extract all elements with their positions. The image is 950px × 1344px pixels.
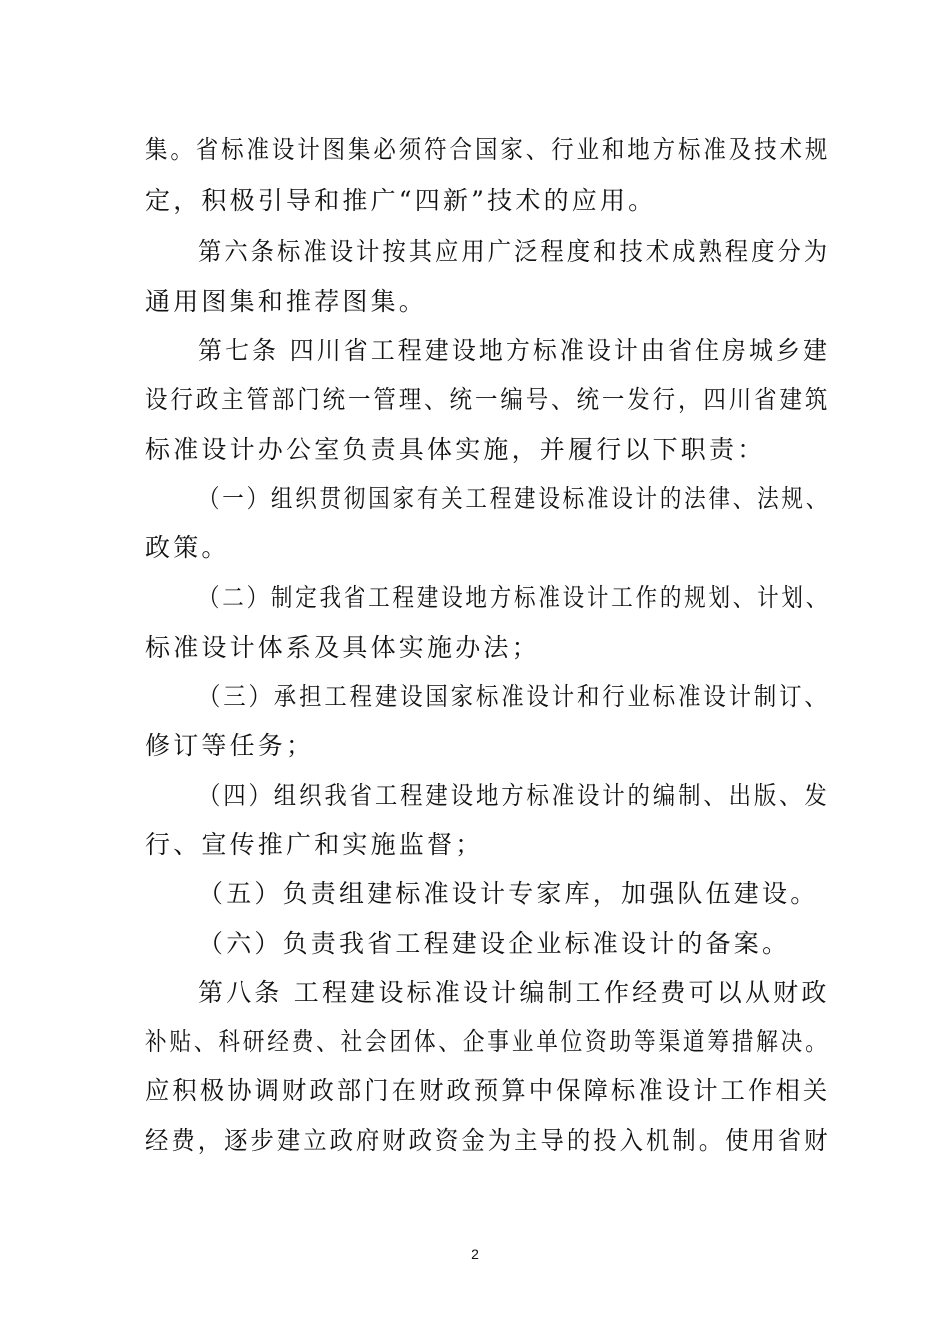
text-line: （四）组织我省工程建设地方标准设计的编制、出版、发 <box>198 781 830 810</box>
text-line: 应积极协调财政部门在财政预算中保障标准设计工作相关 <box>145 1076 831 1105</box>
text-line: 修订等任务； <box>145 731 315 760</box>
text-line: （五）负责组建标准设计专家库，加强队伍建设。 <box>198 879 819 908</box>
text-line: 定，积极引导和推广“四新”技术的应用。 <box>145 186 657 215</box>
text-line: 政策。 <box>145 533 230 562</box>
text-line: 补贴、科研经费、社会团体、企事业单位资助等渠道筹措解决。 <box>145 1027 830 1056</box>
text-line: （二）制定我省工程建设地方标准设计工作的规划、计划、 <box>198 583 831 612</box>
text-line: 第六条标准设计按其应用广泛程度和技术成熟程度分为 <box>198 237 831 266</box>
text-line: （六）负责我省工程建设企业标准设计的备案。 <box>198 929 791 958</box>
text-line: 集。省标准设计图集必须符合国家、行业和地方标准及技术规 <box>145 135 831 164</box>
text-line: 标准设计办公室负责具体实施，并履行以下职责： <box>145 435 766 464</box>
text-line: 经费，逐步建立政府财政资金为主导的投入机制。使用省财 <box>145 1126 831 1155</box>
text-line: 行、宣传推广和实施监督； <box>145 830 484 859</box>
text-line: 标准设计体系及具体实施办法； <box>145 633 540 662</box>
text-line: 设行政主管部门统一管理、统一编号、统一发行，四川省建筑 <box>145 385 831 414</box>
text-line: （一）组织贯彻国家有关工程建设标准设计的法律、法规、 <box>198 484 831 513</box>
text-line: 第七条 四川省工程建设地方标准设计由省住房城乡建 <box>198 336 831 365</box>
text-line: 第八条 工程建设标准设计编制工作经费可以从财政 <box>198 978 830 1007</box>
page-number: 2 <box>471 1246 479 1262</box>
text-line: 通用图集和推荐图集。 <box>145 287 428 316</box>
text-line: （三）承担工程建设国家标准设计和行业标准设计制订、 <box>198 682 830 711</box>
